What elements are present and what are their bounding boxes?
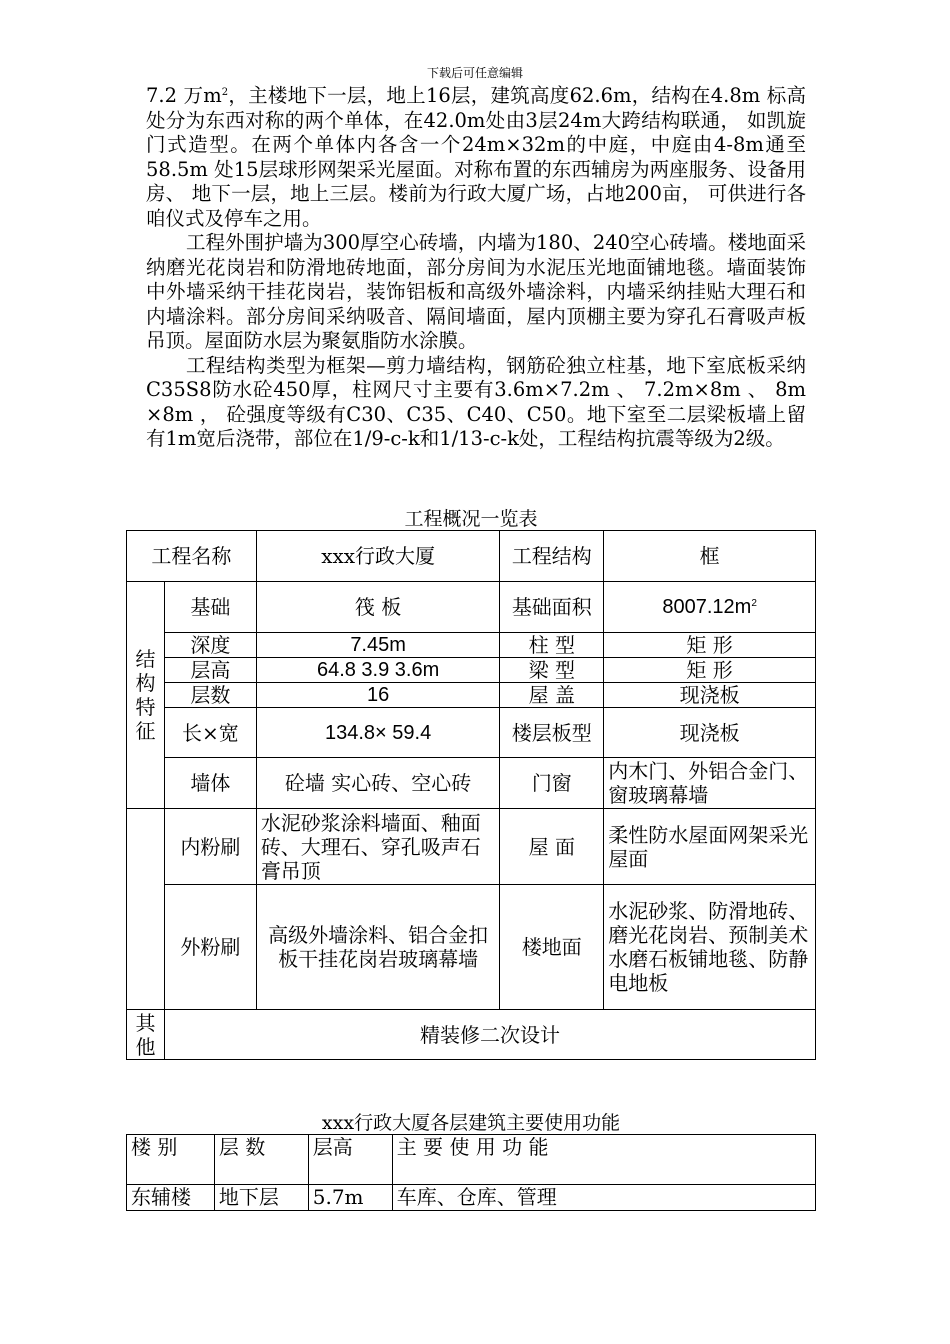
paragraph-2: 工程外围护墙为300厚空心砖墙，内墙为180、240空心砖墙。楼地面采纳磨光花岗岩和防滑地砖地面，部分房间为水泥压光地面铺地毯。墙面装饰中外墙采纳干挂花岗岩，装饰铝板和高级外墙涂料，内墙采纳挂贴大理石和内墙涂料。部分房间采纳吸音、隔间墙面，屋内顶棚主要为穿孔石膏吸声板吊顶。屋面防水层为聚氨脂防水涂膜。: [146, 231, 806, 352]
other-value: 精装修二次设计: [164, 1010, 815, 1060]
body-text: [146, 84, 806, 452]
floor-function-table: [126, 1134, 816, 1211]
roof-cover-label: 屋 盖: [500, 683, 604, 708]
outer-finish-value: 高级外墙涂料、铝合金扣板干挂花岗岩玻璃幕墙: [256, 885, 500, 1010]
header-building: 楼 别: [127, 1135, 215, 1185]
slab-value: 现浇板: [604, 708, 816, 758]
beam-value: 矩 形: [604, 658, 816, 683]
floor-finish-value: 水泥砂浆、防滑地砖、磨光花岗岩、预制美术水磨石板铺地毯、防静电地板: [604, 885, 816, 1010]
wall-value: 砼墙 实心砖、空心砖: [256, 758, 500, 809]
floors-value: 16: [256, 683, 500, 708]
project-name-value: xxx行政大厦: [256, 531, 500, 582]
structure-group-label: 结 构 特 征: [127, 582, 165, 809]
project-overview-table: [126, 530, 816, 1060]
structure-value: 框: [604, 531, 816, 582]
foundation-area-value: $8007.12m^2$: [604, 582, 816, 633]
header-function: 主 要 使 用 功 能: [392, 1135, 815, 1185]
cell-building: 东辅楼: [127, 1185, 215, 1211]
paragraph-1: 7.2 万$m^2$，主楼地下一层，地上16层，建筑高度62.6m，结构在4.8m 标高处分为东西对称的两个单体，在42.0m处由3层24m大跨结构联通， 如凯旋门式造型。在两个单体内各含一个24m×32m的中庭，中庭由4-8m通至58.5m 处15层球形网架采光屋面。对称布置的东西辅房为两座服务、设备用房、 地下一层，地上三层。楼前为行政大厦广场，占地200亩， 可供进行各咱仪式及停车之用。: [146, 84, 806, 230]
cell-floor: 地下层: [214, 1185, 308, 1211]
paragraph-3: 工程结构类型为框架—剪力墙结构，钢筋砼独立柱基，地下室底板采纳C35S8防水砼450厚，柱网尺寸主要有3.6m×7.2m 、 7.2m×8m 、 8m ×8m ， 砼强度等级有C30、C35、C40、C50。地下室至二层梁板墙上留有1m宽后浇带，部位在1/9-c-k和1/13-c-k处，工程结构抗震等级为2级。: [146, 353, 806, 450]
outer-finish-label: 外粉刷: [164, 885, 256, 1010]
floors-label: 层数: [164, 683, 256, 708]
page-header-note: 下载后可任意编辑: [426, 66, 523, 80]
wall-label: 墙体: [164, 758, 256, 809]
table2-caption: xxx行政大厦各层建筑主要使用功能: [321, 1112, 621, 1134]
foundation-value: 筏 板: [256, 582, 500, 633]
cell-function: 车库、仓库、管理: [392, 1185, 815, 1211]
column-label: 柱 型: [500, 633, 604, 658]
finish-group-blank: [127, 809, 165, 1010]
table1-caption: 工程概况一览表: [404, 508, 538, 530]
floor-height-label: 层高: [164, 658, 256, 683]
roof-cover-value: 现浇板: [604, 683, 816, 708]
depth-value: 7.45m: [256, 633, 500, 658]
inner-finish-label: 内粉刷: [164, 809, 256, 885]
cell-height: 5.7m: [308, 1185, 392, 1211]
table-row: [127, 1185, 816, 1211]
header-height: 层高: [308, 1135, 392, 1185]
header-floor: 层 数: [214, 1135, 308, 1185]
inner-finish-value: 水泥砂浆涂料墙面、釉面砖、大理石、穿孔吸声石膏吊顶: [256, 809, 500, 885]
roof-value: 柔性防水屋面网架采光屋面: [604, 809, 816, 885]
roof-label: 屋 面: [500, 809, 604, 885]
size-value: 134.8× 59.4: [256, 708, 500, 758]
project-name-label: 工程名称: [127, 531, 257, 582]
table-header-row: [127, 1135, 816, 1185]
door-value: 内木门、外铝合金门、窗玻璃幕墙: [604, 758, 816, 809]
beam-label: 梁 型: [500, 658, 604, 683]
floor-height-value: 64.8 3.9 3.6m: [256, 658, 500, 683]
door-label: 门窗: [500, 758, 604, 809]
depth-label: 深度: [164, 633, 256, 658]
foundation-area-label: 基础面积: [500, 582, 604, 633]
floor-finish-label: 楼地面: [500, 885, 604, 1010]
slab-label: 楼层板型: [500, 708, 604, 758]
column-value: 矩 形: [604, 633, 816, 658]
other-label: 其 他: [127, 1010, 165, 1060]
size-label: 长×宽: [164, 708, 256, 758]
structure-label: 工程结构: [500, 531, 604, 582]
foundation-label: 基础: [164, 582, 256, 633]
